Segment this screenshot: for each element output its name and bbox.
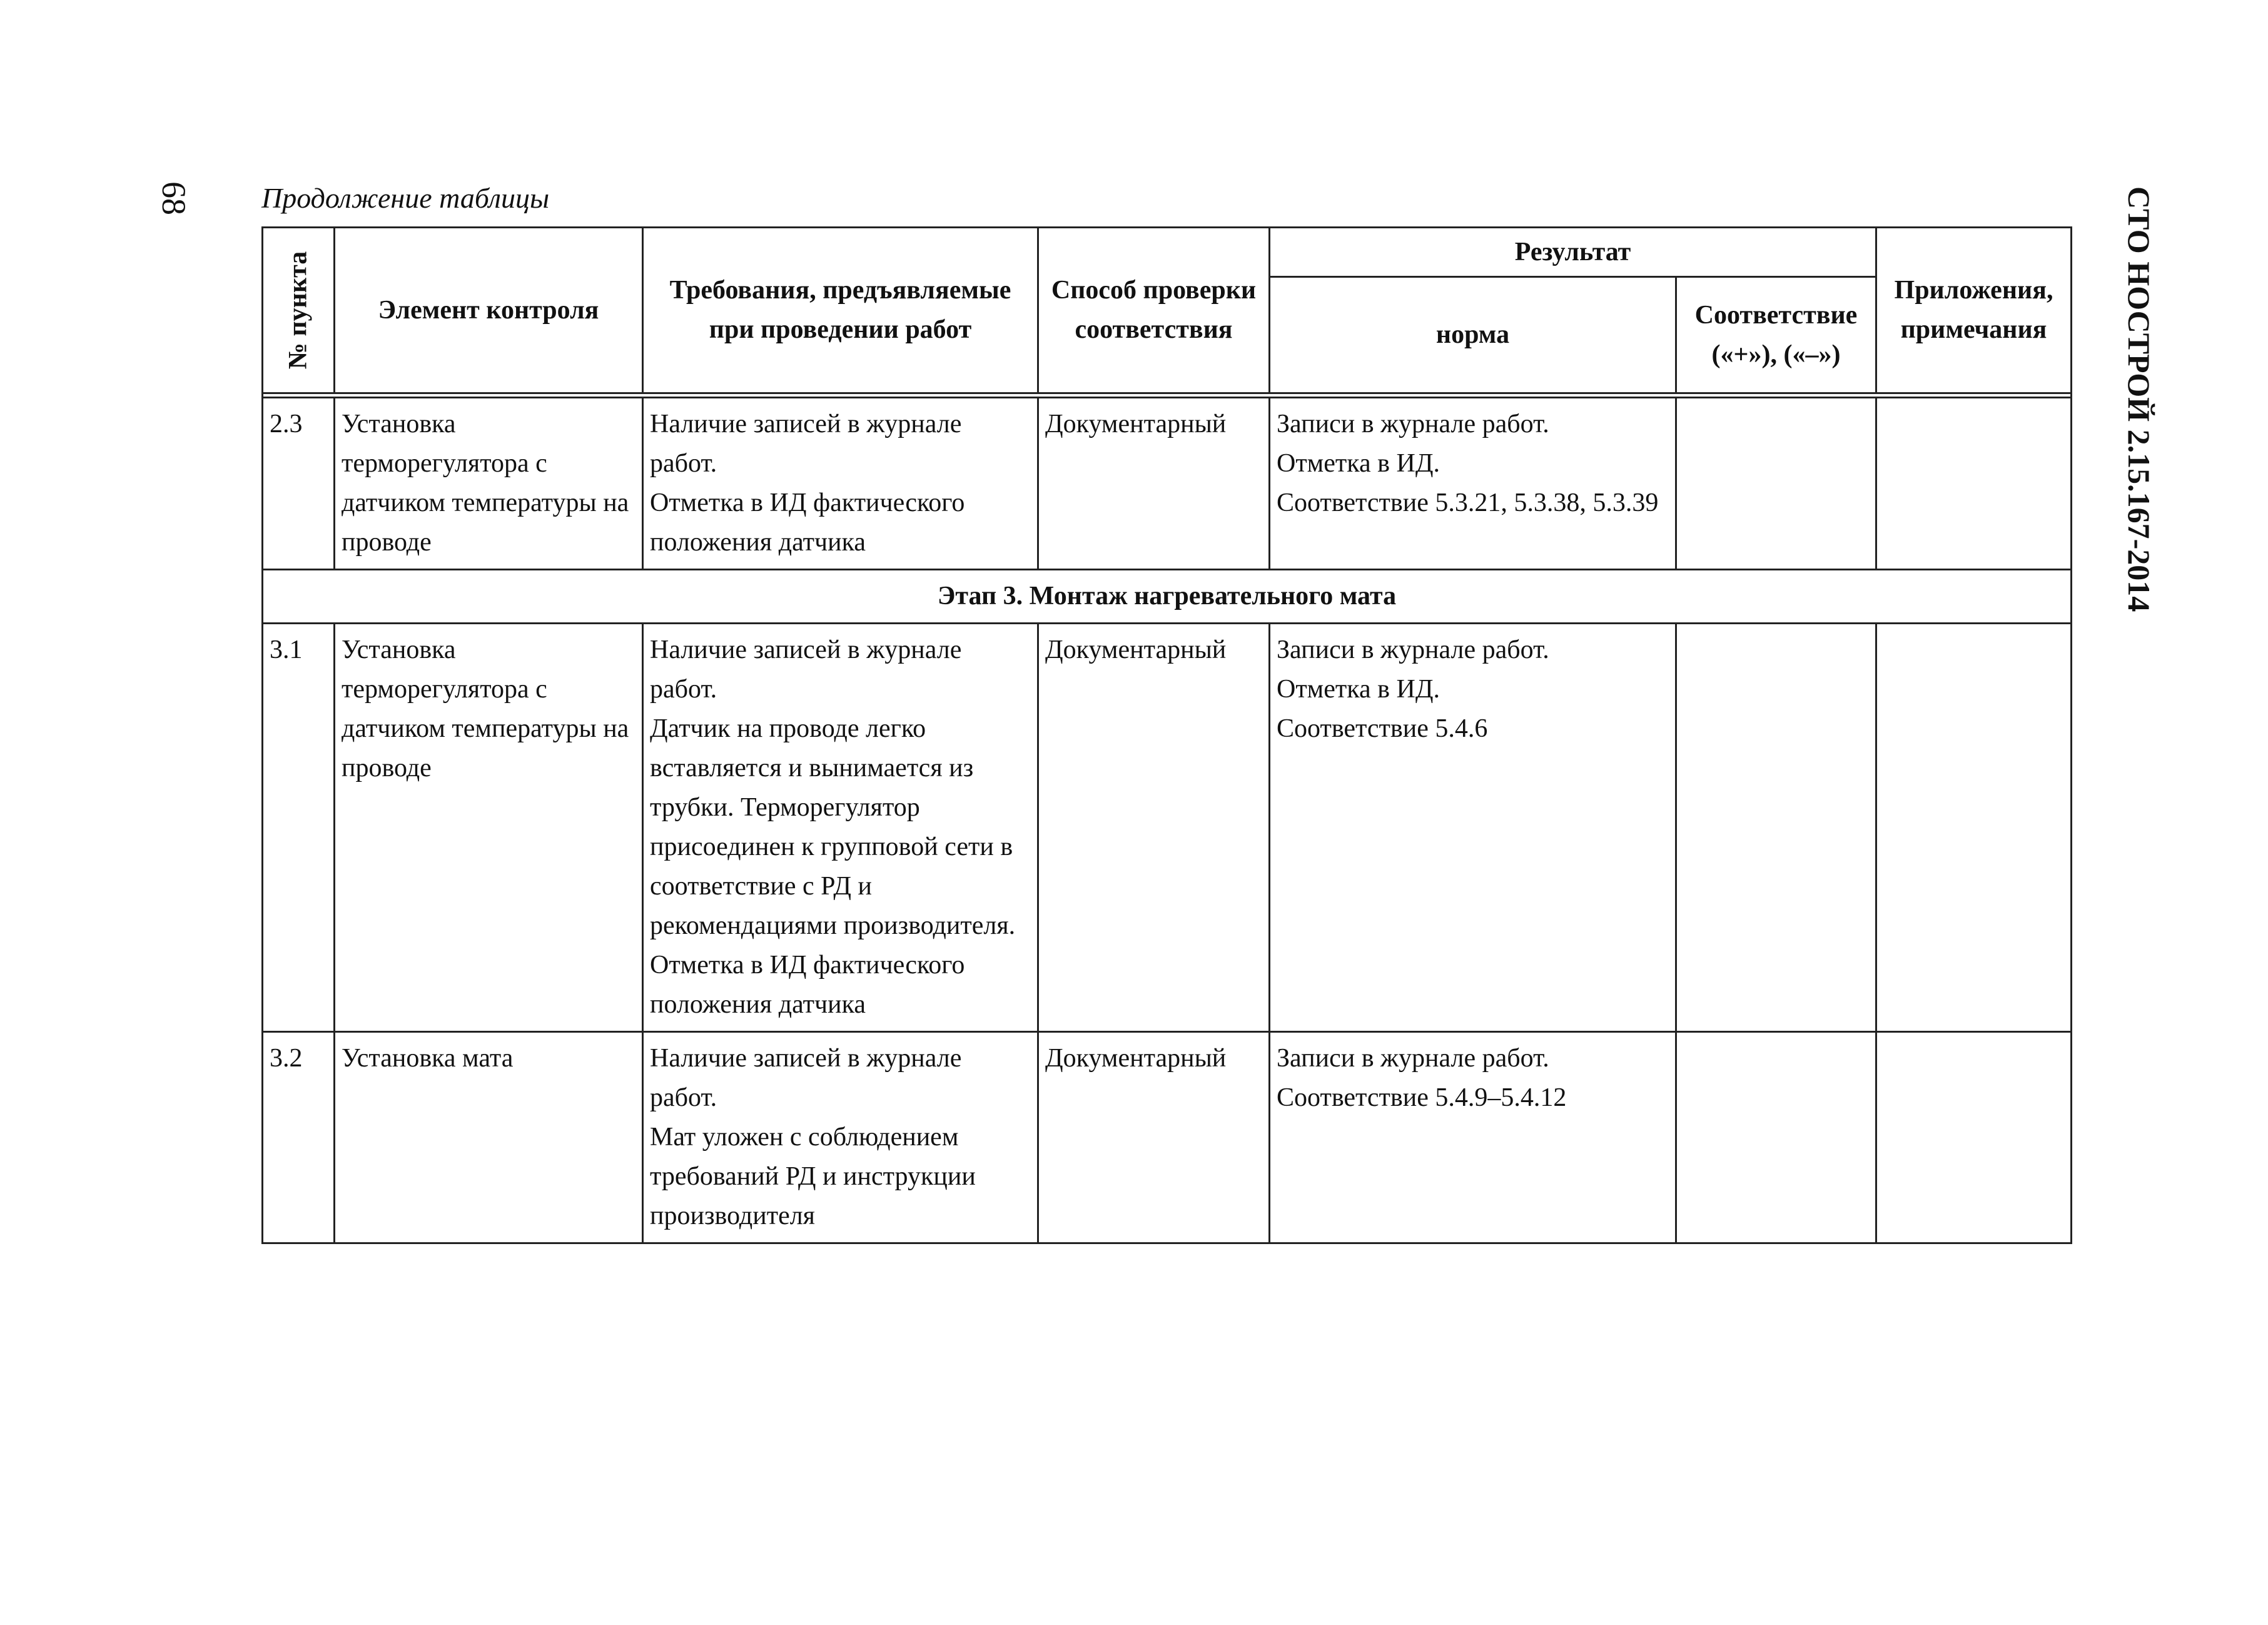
norm-line: Соответствие 5.3.21, 5.3.38, 5.3.39 (1277, 489, 1659, 517)
header-method: Способ проверки соответствия (1038, 228, 1270, 393)
table-caption: Продолжение таблицы (261, 182, 550, 214)
row-element: Установка мата (335, 1032, 643, 1243)
table-row (263, 1032, 2072, 1243)
row-notes (1876, 624, 2072, 1032)
norm-line: Записи в журнале работ. (1277, 410, 1549, 438)
stage-row (263, 570, 2072, 624)
row-norm (1270, 398, 1676, 570)
header-requirements: Требования, предъявляемые при проведении работ (643, 228, 1038, 393)
requirement-line: Мат уложен с соблюдением требований РД и инструкции производителя (650, 1123, 976, 1230)
header-notes: Приложения, примечания (1876, 228, 2072, 393)
norm-line: Соответствие 5.4.6 (1277, 714, 1488, 743)
document-code: СТО НОСТРОЙ 2.15.167-2014 (2122, 186, 2157, 612)
requirement-line: Датчик на проводе легко вставляется и вынимается из трубки. Терморегулятор присоединен к групповой сети в соответствие с РД и рекомендациями производителя. (650, 714, 1016, 940)
norm-line: Записи в журнале работ. (1277, 635, 1549, 664)
header-element: Элемент контроля (335, 228, 643, 393)
norm-line: Записи в журнале работ. (1277, 1044, 1549, 1073)
row-method: Документарный (1038, 1032, 1270, 1243)
header-num: № пункта (263, 228, 335, 393)
requirement-line: Отметка в ИД фактического положения датчика (650, 951, 965, 1019)
norm-line: Соответствие 5.4.9–5.4.12 (1277, 1083, 1567, 1112)
double-rule (263, 393, 2072, 398)
row-notes (1876, 398, 2072, 570)
row-conformity (1676, 1032, 1876, 1243)
header-conformity: Соответствие («+»), («–») (1676, 277, 1876, 393)
norm-line: Отметка в ИД. (1277, 449, 1440, 478)
row-notes (1876, 1032, 2072, 1243)
row-conformity (1676, 624, 1876, 1032)
row-conformity (1676, 398, 1876, 570)
header-norm: норма (1270, 277, 1676, 393)
row-method: Документарный (1038, 398, 1270, 570)
row-requirements (643, 1032, 1038, 1243)
row-num: 3.2 (263, 1032, 335, 1243)
requirement-line: Наличие записей в журнале работ. (650, 1044, 962, 1112)
row-element: Установка терморегулятора с датчиком температуры на проводе (335, 624, 643, 1032)
row-requirements (643, 398, 1038, 570)
row-requirements (643, 624, 1038, 1032)
row-num: 3.1 (263, 624, 335, 1032)
control-table (261, 226, 2072, 1244)
stage-title: Этап 3. Монтаж нагревательного мата (263, 570, 2072, 624)
requirement-line: Отметка в ИД фактического положения датчика (650, 489, 965, 557)
requirement-line: Наличие записей в журнале работ. (650, 635, 962, 704)
row-num: 2.3 (263, 398, 335, 570)
row-norm (1270, 1032, 1676, 1243)
header-result: Результат (1270, 228, 1876, 277)
page-number: 68 (155, 181, 193, 215)
table-row (263, 398, 2072, 570)
requirement-line: Наличие записей в журнале работ. (650, 410, 962, 478)
row-norm (1270, 624, 1676, 1032)
row-method: Документарный (1038, 624, 1270, 1032)
row-element: Установка терморегулятора с датчиком температуры на проводе (335, 398, 643, 570)
norm-line: Отметка в ИД. (1277, 675, 1440, 704)
table-row (263, 624, 2072, 1032)
